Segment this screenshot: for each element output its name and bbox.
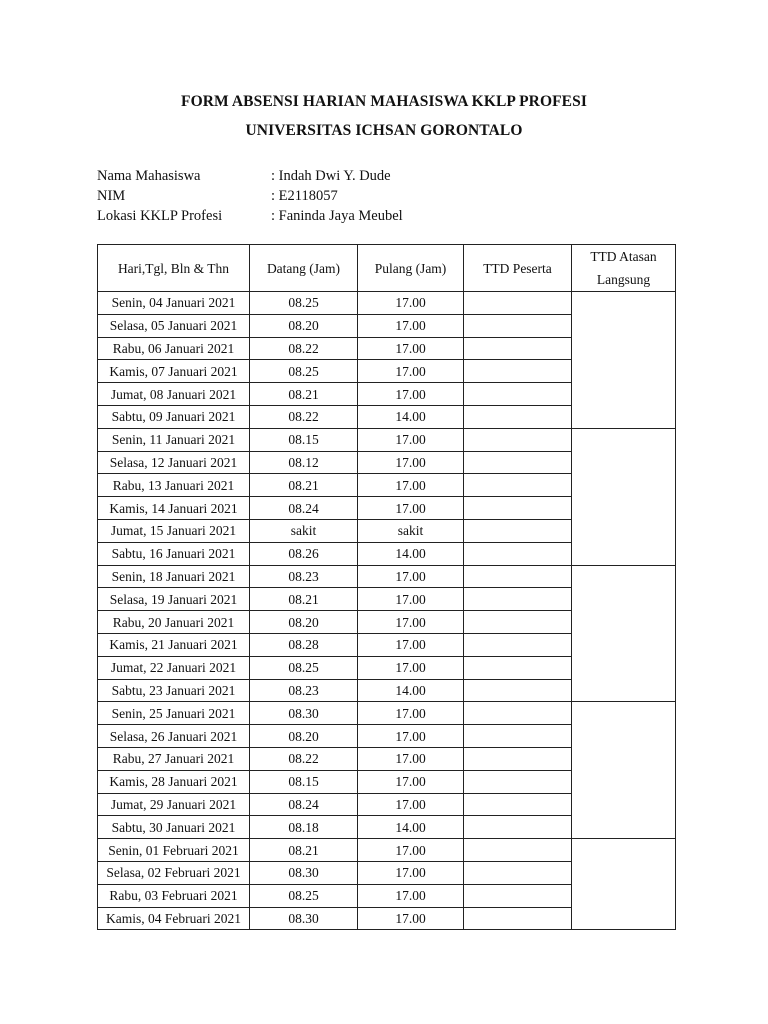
date-cell: Kamis, 07 Januari 2021 <box>98 360 250 383</box>
supervisor-signature-cell <box>572 292 676 429</box>
participant-signature-cell <box>464 907 572 930</box>
info-row-location <box>97 206 403 226</box>
participant-signature-cell <box>464 405 572 428</box>
participant-signature-cell <box>464 839 572 862</box>
participant-signature-cell <box>464 884 572 907</box>
arrival-cell: 08.21 <box>250 839 358 862</box>
table-header-row <box>98 245 676 292</box>
participant-signature-cell <box>464 451 572 474</box>
arrival-cell: 08.20 <box>250 611 358 634</box>
attendance-table <box>97 244 676 930</box>
participant-signature-cell <box>464 861 572 884</box>
participant-signature-cell <box>464 793 572 816</box>
student-info <box>97 166 403 226</box>
name-label: Nama Mahasiswa <box>97 168 201 184</box>
column-header-arrival: Datang (Jam) <box>250 245 358 292</box>
participant-signature-cell <box>464 360 572 383</box>
table-row <box>98 428 676 451</box>
date-cell: Kamis, 04 Februari 2021 <box>98 907 250 930</box>
date-cell: Senin, 04 Januari 2021 <box>98 292 250 315</box>
participant-signature-cell <box>464 588 572 611</box>
date-cell: Sabtu, 09 Januari 2021 <box>98 405 250 428</box>
date-cell: Jumat, 15 Januari 2021 <box>98 519 250 542</box>
arrival-cell: 08.22 <box>250 747 358 770</box>
departure-cell: 17.00 <box>358 497 464 520</box>
participant-signature-cell <box>464 702 572 725</box>
date-cell: Selasa, 26 Januari 2021 <box>98 725 250 748</box>
arrival-cell: 08.25 <box>250 292 358 315</box>
date-cell: Senin, 11 Januari 2021 <box>98 428 250 451</box>
arrival-cell: 08.22 <box>250 405 358 428</box>
arrival-cell: 08.24 <box>250 793 358 816</box>
departure-cell: 17.00 <box>358 292 464 315</box>
participant-signature-cell <box>464 611 572 634</box>
arrival-cell: 08.25 <box>250 884 358 907</box>
nim-value: : E2118057 <box>271 188 338 204</box>
arrival-cell: 08.20 <box>250 314 358 337</box>
supervisor-signature-cell <box>572 839 676 930</box>
date-cell: Jumat, 29 Januari 2021 <box>98 793 250 816</box>
departure-cell: 17.00 <box>358 770 464 793</box>
departure-cell: 14.00 <box>358 542 464 565</box>
departure-cell: 17.00 <box>358 702 464 725</box>
supervisor-signature-cell <box>572 702 676 839</box>
date-cell: Sabtu, 16 Januari 2021 <box>98 542 250 565</box>
departure-cell: 17.00 <box>358 451 464 474</box>
date-cell: Kamis, 28 Januari 2021 <box>98 770 250 793</box>
departure-cell: 17.00 <box>358 588 464 611</box>
date-cell: Kamis, 21 Januari 2021 <box>98 633 250 656</box>
participant-signature-cell <box>464 770 572 793</box>
date-cell: Selasa, 02 Februari 2021 <box>98 861 250 884</box>
name-value: : Indah Dwi Y. Dude <box>271 168 391 184</box>
departure-cell: 17.00 <box>358 383 464 406</box>
table-row <box>98 292 676 315</box>
location-value: : Faninda Jaya Meubel <box>271 208 403 224</box>
date-cell: Kamis, 14 Januari 2021 <box>98 497 250 520</box>
departure-cell: 17.00 <box>358 611 464 634</box>
date-cell: Rabu, 20 Januari 2021 <box>98 611 250 634</box>
departure-cell: 14.00 <box>358 405 464 428</box>
departure-cell: sakit <box>358 519 464 542</box>
column-header-participant-signature: TTD Peserta <box>464 245 572 292</box>
arrival-cell: 08.23 <box>250 679 358 702</box>
participant-signature-cell <box>464 428 572 451</box>
departure-cell: 17.00 <box>358 747 464 770</box>
date-cell: Senin, 18 Januari 2021 <box>98 565 250 588</box>
participant-signature-cell <box>464 497 572 520</box>
participant-signature-cell <box>464 292 572 315</box>
arrival-cell: 08.24 <box>250 497 358 520</box>
date-cell: Senin, 25 Januari 2021 <box>98 702 250 725</box>
departure-cell: 17.00 <box>358 360 464 383</box>
arrival-cell: 08.30 <box>250 907 358 930</box>
date-cell: Jumat, 08 Januari 2021 <box>98 383 250 406</box>
arrival-cell: 08.26 <box>250 542 358 565</box>
participant-signature-cell <box>464 725 572 748</box>
departure-cell: 17.00 <box>358 565 464 588</box>
table-row <box>98 702 676 725</box>
arrival-cell: 08.25 <box>250 656 358 679</box>
participant-signature-cell <box>464 747 572 770</box>
departure-cell: 17.00 <box>358 474 464 497</box>
university-title: UNIVERSITAS ICHSAN GORONTALO <box>245 122 523 139</box>
participant-signature-cell <box>464 633 572 656</box>
nim-label: NIM <box>97 188 126 204</box>
arrival-cell: 08.18 <box>250 816 358 839</box>
date-cell: Sabtu, 30 Januari 2021 <box>98 816 250 839</box>
date-cell: Selasa, 12 Januari 2021 <box>98 451 250 474</box>
info-row-nim <box>97 186 403 206</box>
form-title: FORM ABSENSI HARIAN MAHASISWA KKLP PROFESI <box>181 93 587 110</box>
arrival-cell: 08.28 <box>250 633 358 656</box>
departure-cell: 17.00 <box>358 861 464 884</box>
departure-cell: 14.00 <box>358 679 464 702</box>
table-body <box>98 292 676 930</box>
date-cell: Selasa, 19 Januari 2021 <box>98 588 250 611</box>
arrival-cell: 08.22 <box>250 337 358 360</box>
departure-cell: 17.00 <box>358 793 464 816</box>
date-cell: Rabu, 06 Januari 2021 <box>98 337 250 360</box>
info-row-name <box>97 166 403 186</box>
column-header-supervisor-signature: TTD Atasan Langsung <box>572 245 676 292</box>
date-cell: Rabu, 03 Februari 2021 <box>98 884 250 907</box>
departure-cell: 17.00 <box>358 656 464 679</box>
participant-signature-cell <box>464 679 572 702</box>
date-cell: Rabu, 27 Januari 2021 <box>98 747 250 770</box>
participant-signature-cell <box>464 565 572 588</box>
departure-cell: 17.00 <box>358 725 464 748</box>
participant-signature-cell <box>464 337 572 360</box>
participant-signature-cell <box>464 474 572 497</box>
participant-signature-cell <box>464 656 572 679</box>
date-cell: Senin, 01 Februari 2021 <box>98 839 250 862</box>
column-header-departure: Pulang (Jam) <box>358 245 464 292</box>
departure-cell: 17.00 <box>358 428 464 451</box>
supervisor-signature-cell <box>572 428 676 565</box>
arrival-cell: 08.15 <box>250 770 358 793</box>
arrival-cell: 08.30 <box>250 702 358 725</box>
column-header-date: Hari,Tgl, Bln & Thn <box>98 245 250 292</box>
location-label: Lokasi KKLP Profesi <box>97 208 223 224</box>
arrival-cell: 08.12 <box>250 451 358 474</box>
departure-cell: 17.00 <box>358 884 464 907</box>
arrival-cell: 08.21 <box>250 383 358 406</box>
participant-signature-cell <box>464 314 572 337</box>
arrival-cell: 08.20 <box>250 725 358 748</box>
departure-cell: 17.00 <box>358 633 464 656</box>
date-cell: Selasa, 05 Januari 2021 <box>98 314 250 337</box>
arrival-cell: 08.25 <box>250 360 358 383</box>
table-row <box>98 839 676 862</box>
departure-cell: 17.00 <box>358 337 464 360</box>
arrival-cell: 08.21 <box>250 474 358 497</box>
arrival-cell: 08.23 <box>250 565 358 588</box>
departure-cell: 17.00 <box>358 314 464 337</box>
departure-cell: 14.00 <box>358 816 464 839</box>
participant-signature-cell <box>464 383 572 406</box>
participant-signature-cell <box>464 542 572 565</box>
participant-signature-cell <box>464 519 572 542</box>
arrival-cell: sakit <box>250 519 358 542</box>
participant-signature-cell <box>464 816 572 839</box>
supervisor-signature-cell <box>572 565 676 702</box>
departure-cell: 17.00 <box>358 839 464 862</box>
table-row <box>98 565 676 588</box>
date-cell: Jumat, 22 Januari 2021 <box>98 656 250 679</box>
arrival-cell: 08.30 <box>250 861 358 884</box>
arrival-cell: 08.21 <box>250 588 358 611</box>
date-cell: Rabu, 13 Januari 2021 <box>98 474 250 497</box>
arrival-cell: 08.15 <box>250 428 358 451</box>
date-cell: Sabtu, 23 Januari 2021 <box>98 679 250 702</box>
departure-cell: 17.00 <box>358 907 464 930</box>
